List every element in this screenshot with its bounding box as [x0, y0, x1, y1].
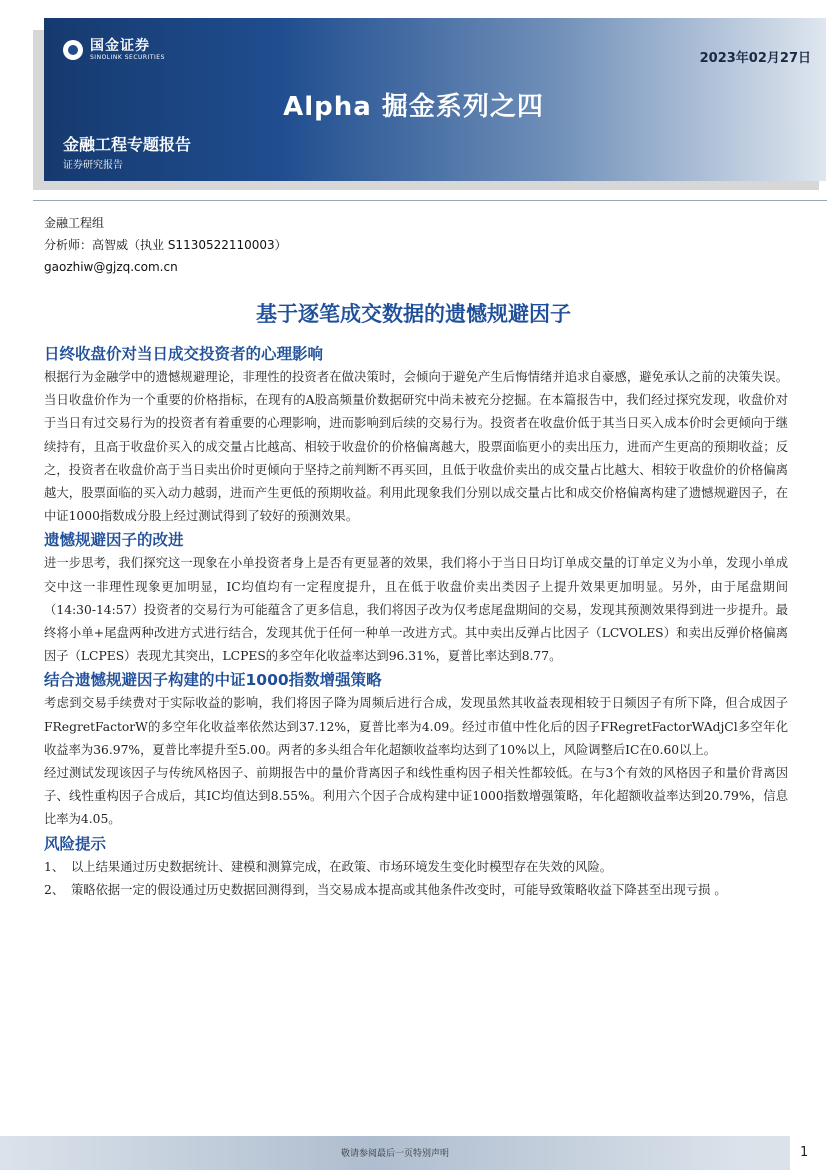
page-number: 1 [800, 1145, 809, 1160]
risk-item-number: 2、 [44, 882, 65, 897]
section-heading: 结合遗憾规避因子构建的中证1000指数增强策略 [44, 671, 382, 690]
risk-item-text: 策略依据一定的假设通过历史数据回测得到，当交易成本提高或其他条件改变时，可能导致策略收益下降甚至出现亏损 。 [71, 882, 727, 897]
report-body [44, 342, 788, 902]
page-title: 基于逐笔成交数据的遗憾规避因子 [256, 302, 571, 326]
logo-icon [63, 40, 83, 60]
report-date: 2023年02月27日 [699, 51, 811, 66]
section-paragraph: 经过测试发现该因子与传统风格因子、前期报告中的量价背离因子和线性重构因子相关性都较低。在与3个有效的风格因子和量价背离因子、线性重构因子合成后，其IC均值达到8.55%。利用六个因子合成构建中证1000指数增强策略，年化超额收益率达到20.79%，信息比率为4.05。 [44, 766, 788, 827]
section-heading: 遗憾规避因子的改进 [44, 531, 184, 550]
author-block [44, 212, 287, 278]
logo-en-text: SINOLINK SECURITIES [90, 54, 165, 61]
risk-heading: 风险提示 [44, 834, 107, 853]
logo-cn-text: 国金证券 [90, 38, 150, 54]
section-paragraph: 进一步思考，我们探究这一现象在小单投资者身上是否有更显著的效果，我们将小于当日日均订单成交量的订单定义为小单，发现小单成交中这一非理性现象更加明显，IC均值均有一定程度提升，且在低于收盘价卖出类因子上提升效果更加明显。另外，由于尾盘期间（14:30-14:57）投资者的交易行为可能蕴含了更多信息，我们将因子改为仅考虑尾盘期间的交易，发现其预测效果得到进一步提升。最终将小单+尾盘两种改进方式进行结合，发现其优于任何一种单一改进方式。其中卖出反弹占比因子（LCVOLES）和卖出反弹价格偏离因子（LCPES）表现尤其突出，LCPES的多空年化收益率达到96.31%，夏普比率达到8.77。 [44, 556, 788, 664]
section-heading: 日终收盘价对当日成交投资者的心理影响 [44, 345, 324, 363]
section-paragraph: 考虑到交易手续费对于实际收益的影响，我们将因子降为周频后进行合成，发现虽然其收益表现相较于日频因子有所下降，但合成因子FRegretFactorW的多空年化收益率依然达到37.12%，夏普比率为4.09。经过市值中性化后的因子FRegretFactorWAdjCl多空年化收益率为36.97%，夏普比率提升至5.00。两者的多头组合年化超额收益率均达到了10%以上，风险调整后IC在0.60以上。 [44, 696, 788, 757]
author-email[interactable]: gaozhiw@gjzq.com.cn [44, 260, 178, 274]
page-number-box [790, 1136, 827, 1170]
risk-item [44, 879, 788, 902]
section-paragraph: 根据行为金融学中的遗憾规避理论，非理性的投资者在做决策时，会倾向于避免产生后悔情绪并追求自豪感，避免承认之前的决策失误。当日收盘价作为一个重要的价格指标，在现有的A股高频量价数据研究中尚未被充分挖掘。在本篇报告中，我们经过探究发现，收盘价对于当日有过交易行为的投资者有着重要的心理影响，进而影响到后续的交易行为。投资者在收盘价低于其当日买入成本价时会更倾向于继续持有，且高于收盘价买入的成交量占比越高、相较于收盘价的价格偏离越大，股票面临更小的卖出压力，进而产生更高的预期收益；反之，投资者在收盘价高于当日卖出价时更倾向于坚持之前判断不再买回，且低于收盘价卖出的成交量占比越大、相较于收盘价的价格偏离越大，股票面临的买入动力越弱，进而产生更低的预期收益。利用此现象我们分别以成交量占比和成交价格偏离构建了遗憾规避因子，在中证1000指数成分股上经过测试得到了较好的预测效果。 [44, 370, 788, 524]
report-type: 金融工程专题报告 [63, 135, 192, 154]
header-divider [33, 200, 827, 201]
risk-item-number: 1、 [44, 859, 65, 874]
report-subtype: 证券研究报告 [63, 160, 123, 171]
series-title: Alpha 掘金系列之四 [283, 92, 544, 122]
risk-item [44, 856, 788, 879]
author-group: 金融工程组 [44, 216, 105, 230]
author-analyst: 分析师：高智威（执业 S1130522110003） [44, 238, 287, 252]
footer-disclaimer: 敬请参阅最后一页特别声明 [340, 1149, 449, 1159]
company-logo [63, 38, 165, 62]
risk-item-text: 以上结果通过历史数据统计、建模和测算完成，在政策、市场环境发生变化时模型存在失效的风险。 [71, 859, 613, 874]
